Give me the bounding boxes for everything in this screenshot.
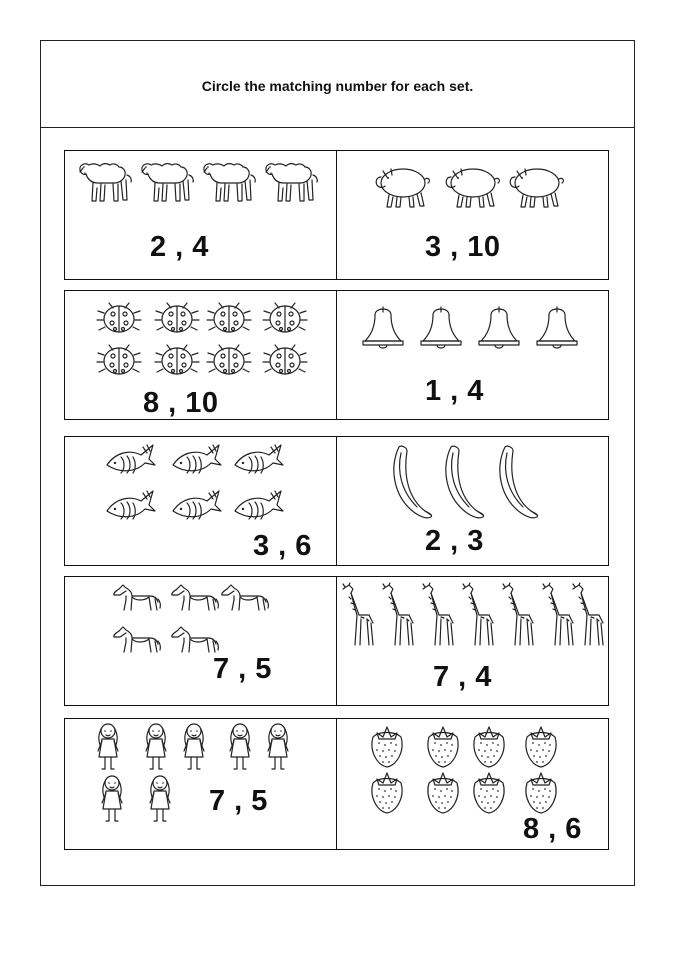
- pig-icon: [503, 159, 565, 216]
- strawberry-icon: [521, 723, 561, 774]
- banana-icon: [491, 443, 543, 526]
- fish-icon: [169, 441, 223, 488]
- strawberry-icon: [423, 769, 463, 820]
- exercise-cell-horses: [65, 577, 336, 705]
- instruction-text: Circle the matching number for each set.: [201, 78, 474, 94]
- strawberry-icon: [469, 769, 509, 820]
- exercise-cell-giraffes: [336, 577, 608, 705]
- fish-icon: [231, 441, 285, 488]
- exercise-cell-bananas: [336, 437, 608, 565]
- horse-icon: [169, 583, 219, 618]
- ladybug-icon: [261, 297, 307, 342]
- number-choices[interactable]: 7 , 5: [209, 785, 268, 817]
- strawberry-icon: [423, 723, 463, 774]
- giraffe-icon: [457, 583, 495, 652]
- fish-icon: [231, 487, 285, 534]
- instruction-box: [40, 40, 635, 128]
- ladybug-icon: [205, 339, 251, 384]
- bell-icon: [475, 305, 523, 360]
- bell-icon: [533, 305, 581, 360]
- lamb-icon: [75, 153, 133, 216]
- banana-icon: [385, 443, 437, 526]
- lamb-icon: [261, 153, 319, 216]
- number-choices[interactable]: 7 , 5: [213, 653, 272, 685]
- strawberry-icon: [367, 769, 407, 820]
- fish-icon: [103, 441, 157, 488]
- ladybug-icon: [261, 339, 307, 384]
- horse-icon: [219, 583, 269, 618]
- number-choices[interactable]: 3 , 10: [425, 231, 501, 263]
- girl-icon: [263, 721, 293, 776]
- pig-icon: [439, 159, 501, 216]
- girl-icon: [141, 721, 171, 776]
- girl-icon: [145, 773, 175, 828]
- bell-icon: [359, 305, 407, 360]
- lamb-icon: [137, 153, 195, 216]
- horse-icon: [169, 625, 219, 660]
- exercise-row-4: [64, 576, 609, 706]
- number-choices[interactable]: 7 , 4: [433, 661, 492, 693]
- girl-icon: [93, 721, 123, 776]
- bell-icon: [417, 305, 465, 360]
- pig-icon: [369, 159, 431, 216]
- horse-icon: [111, 625, 161, 660]
- banana-icon: [437, 443, 489, 526]
- exercise-row-3: [64, 436, 609, 566]
- ladybug-icon: [153, 297, 199, 342]
- girl-icon: [225, 721, 255, 776]
- exercise-cell-pigs: [336, 151, 608, 279]
- number-choices[interactable]: 2 , 3: [425, 525, 484, 557]
- exercise-row-1: [64, 150, 609, 280]
- giraffe-icon: [567, 583, 605, 652]
- number-choices[interactable]: 2 , 4: [150, 231, 209, 263]
- giraffe-icon: [417, 583, 455, 652]
- ladybug-icon: [153, 339, 199, 384]
- exercise-row-2: [64, 290, 609, 420]
- lamb-icon: [199, 153, 257, 216]
- ladybug-icon: [95, 297, 141, 342]
- exercise-cell-bells: [336, 291, 608, 419]
- exercise-cell-strawberries: [336, 719, 608, 849]
- horse-icon: [111, 583, 161, 618]
- fish-icon: [103, 487, 157, 534]
- exercise-cell-lambs: [65, 151, 336, 279]
- ladybug-icon: [205, 297, 251, 342]
- strawberry-icon: [469, 723, 509, 774]
- exercise-cell-fish: [65, 437, 336, 565]
- girl-icon: [97, 773, 127, 828]
- number-choices[interactable]: 3 , 6: [253, 530, 312, 562]
- fish-icon: [169, 487, 223, 534]
- exercise-cell-ladybugs: [65, 291, 336, 419]
- giraffe-icon: [497, 583, 535, 652]
- number-choices[interactable]: 8 , 6: [523, 813, 582, 845]
- number-choices[interactable]: 1 , 4: [425, 375, 484, 407]
- strawberry-icon: [367, 723, 407, 774]
- exercise-row-5: [64, 718, 609, 850]
- girl-icon: [179, 721, 209, 776]
- exercise-cell-girls: [65, 719, 336, 849]
- giraffe-icon: [337, 583, 375, 652]
- ladybug-icon: [95, 339, 141, 384]
- number-choices[interactable]: 8 , 10: [143, 387, 219, 419]
- giraffe-icon: [377, 583, 415, 652]
